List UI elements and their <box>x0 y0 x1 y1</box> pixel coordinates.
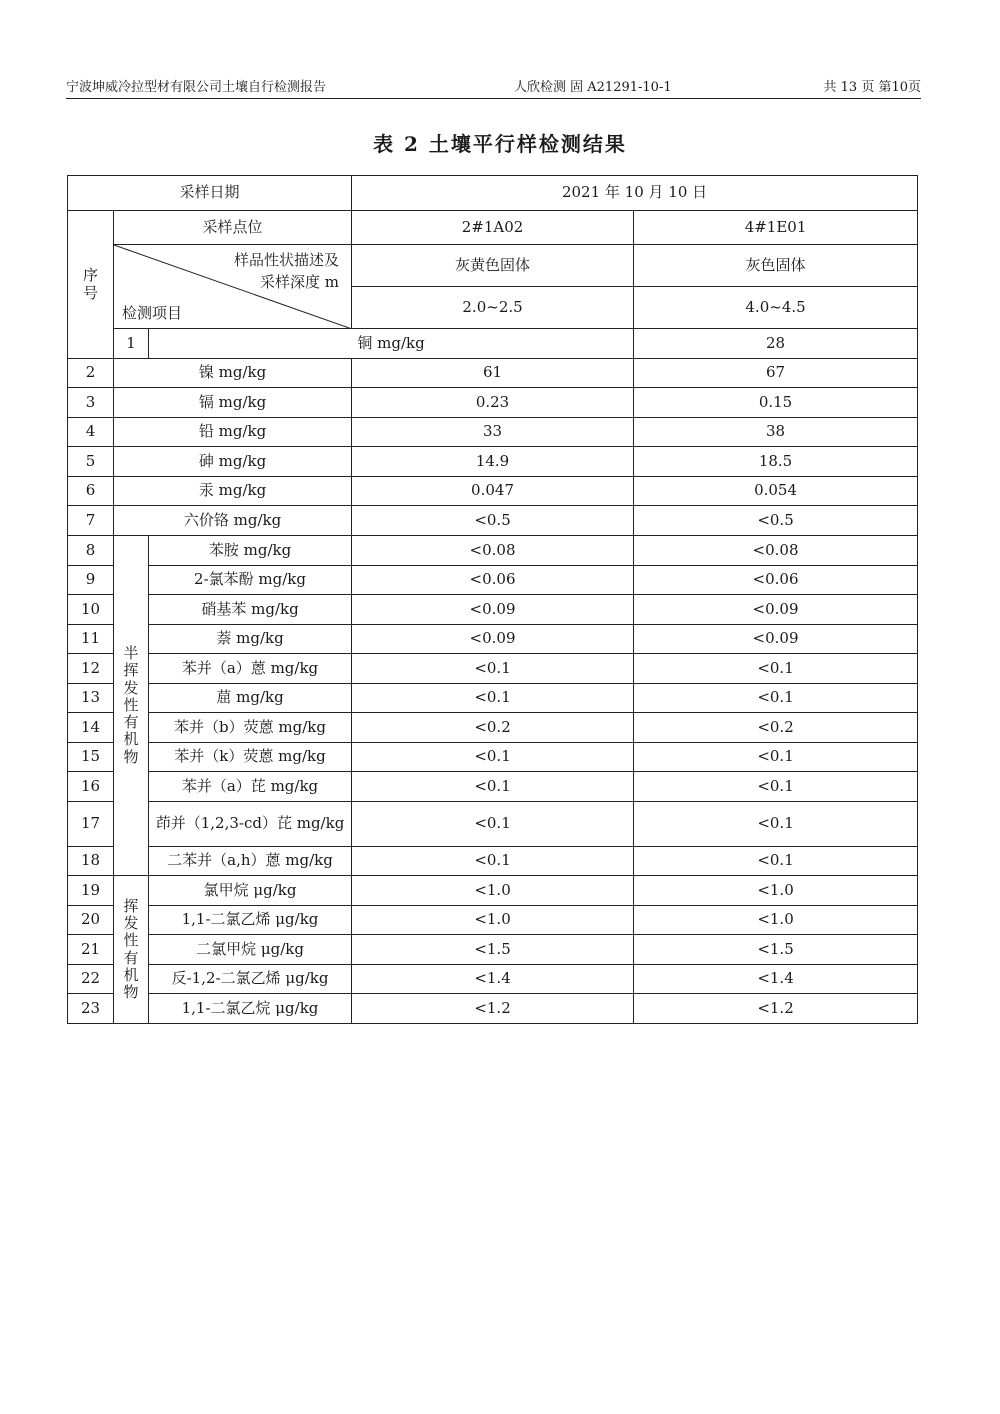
description-label <box>234 249 339 293</box>
value-point-1: <0.09 <box>352 595 634 625</box>
table-row <box>68 876 918 906</box>
point-2: 4#1E01 <box>634 211 918 245</box>
description-2: 灰色固体 <box>634 245 918 287</box>
group-label-char: 挥 <box>123 661 139 680</box>
group-semi-volatile-label <box>114 536 149 876</box>
page-header <box>66 78 921 99</box>
value-point-1: <0.06 <box>352 566 634 595</box>
table-title: 表 2 土壤平行样检测结果 <box>373 132 627 156</box>
table-row <box>68 329 918 359</box>
row-number: 15 <box>68 743 114 772</box>
table-row <box>68 418 918 447</box>
row-number: 22 <box>68 965 114 994</box>
value-point-1: <1.4 <box>352 965 634 994</box>
value-point-2: <0.1 <box>634 847 918 876</box>
row-number: 16 <box>68 772 114 802</box>
row-number: 12 <box>68 654 114 684</box>
sampling-date-value: 2021 年 10 月 10 日 <box>352 176 918 211</box>
row-number: 21 <box>68 935 114 965</box>
table-row <box>68 654 918 684</box>
row-number: 13 <box>68 684 114 713</box>
table-row <box>68 536 918 566</box>
group-label-char: 机 <box>123 730 139 749</box>
value-point-2: <1.0 <box>634 876 918 906</box>
value-point-1: <1.0 <box>352 876 634 906</box>
value-point-1: <0.1 <box>352 743 634 772</box>
test-item: 䓛 mg/kg <box>149 684 352 713</box>
value-point-2: 0.15 <box>634 388 918 418</box>
results-table <box>67 175 918 1024</box>
value-point-1: <0.1 <box>352 654 634 684</box>
value-point-1: <0.1 <box>352 772 634 802</box>
seq-header <box>68 211 114 359</box>
test-item: 砷 mg/kg <box>114 447 352 477</box>
value-point-2: 67 <box>634 359 918 388</box>
test-item: 苯并（b）荧蒽 mg/kg <box>149 713 352 743</box>
value-point-2: 18.5 <box>634 447 918 477</box>
table-row <box>68 743 918 772</box>
value-point-1: <1.2 <box>352 994 634 1024</box>
value-point-1: <1.0 <box>352 906 634 935</box>
table-row <box>68 447 918 477</box>
table-row <box>68 566 918 595</box>
seq-header-char: 序 <box>82 266 98 285</box>
row-number: 4 <box>68 418 114 447</box>
value-point-2: <1.4 <box>634 965 918 994</box>
table-row <box>68 772 918 802</box>
value-point-1: 61 <box>352 359 634 388</box>
table-row <box>68 965 918 994</box>
test-item: 萘 mg/kg <box>149 625 352 654</box>
value-point-1: <0.1 <box>352 802 634 847</box>
value-point-2: <0.1 <box>634 654 918 684</box>
test-item: 2-氯苯酚 mg/kg <box>149 566 352 595</box>
table-row <box>68 506 918 536</box>
sampling-date-label: 采样日期 <box>68 176 352 211</box>
value-point-1: 14.9 <box>352 447 634 477</box>
row-number: 19 <box>68 876 114 906</box>
test-item: 苯胺 mg/kg <box>149 536 352 566</box>
row-number: 6 <box>68 477 114 506</box>
test-item: 1,1-二氯乙烷 μg/kg <box>149 994 352 1024</box>
row-number: 1 <box>114 329 149 359</box>
point-1: 2#1A02 <box>352 211 634 245</box>
test-item: 镍 mg/kg <box>114 359 352 388</box>
row-number: 10 <box>68 595 114 625</box>
row-number: 17 <box>68 802 114 847</box>
test-item: 汞 mg/kg <box>114 477 352 506</box>
seq-header-char: 号 <box>82 283 98 302</box>
group-label-char: 性 <box>123 695 139 714</box>
value-point-1: <0.1 <box>352 847 634 876</box>
table-row <box>68 684 918 713</box>
test-item: 反-1,2-二氯乙烯 μg/kg <box>149 965 352 994</box>
test-item: 六价铬 mg/kg <box>114 506 352 536</box>
row-number: 7 <box>68 506 114 536</box>
row-number: 9 <box>68 566 114 595</box>
description-label-line2: 采样深度 m <box>260 273 340 291</box>
test-item: 1,1-二氯乙烯 μg/kg <box>149 906 352 935</box>
table-row <box>68 802 918 847</box>
value-point-2: <0.08 <box>634 536 918 566</box>
test-item: 氯甲烷 μg/kg <box>149 876 352 906</box>
value-point-1: <0.5 <box>352 506 634 536</box>
value-point-2: <0.1 <box>634 772 918 802</box>
test-item: 茚并（1,2,3-cd）芘 mg/kg <box>149 802 352 847</box>
test-item: 苯并（a）芘 mg/kg <box>149 772 352 802</box>
value-point-1: <0.08 <box>352 536 634 566</box>
test-item: 二氯甲烷 μg/kg <box>149 935 352 965</box>
table-row <box>68 388 918 418</box>
description-label-line1: 样品性状描述及 <box>234 251 340 269</box>
value-point-2: <0.09 <box>634 625 918 654</box>
value-point-2: <0.1 <box>634 684 918 713</box>
value-point-2: <0.06 <box>634 566 918 595</box>
value-point-2: <0.5 <box>634 506 918 536</box>
group-label-char: 有 <box>123 713 139 732</box>
test-item: 镉 mg/kg <box>114 388 352 418</box>
table-row <box>68 713 918 743</box>
value-point-1: <1.5 <box>352 935 634 965</box>
description-row <box>68 245 918 287</box>
row-number: 8 <box>68 536 114 566</box>
table-row <box>68 906 918 935</box>
row-number: 3 <box>68 388 114 418</box>
table-row <box>68 595 918 625</box>
value-point-2: <1.5 <box>634 935 918 965</box>
value-point-2: <1.2 <box>634 994 918 1024</box>
value-point-1: <0.1 <box>352 684 634 713</box>
value-point-2: <0.09 <box>634 595 918 625</box>
test-item-label: 检测项目 <box>122 303 183 322</box>
value-point-2: 38 <box>634 418 918 447</box>
sampling-point-label: 采样点位 <box>114 211 352 245</box>
test-item: 二苯并（a,h）蒽 mg/kg <box>149 847 352 876</box>
table-row <box>68 625 918 654</box>
test-item: 铜 mg/kg <box>149 329 634 359</box>
row-number: 18 <box>68 847 114 876</box>
value-point-2: <0.1 <box>634 743 918 772</box>
row-number: 23 <box>68 994 114 1024</box>
group-label-char: 物 <box>123 983 139 1001</box>
row-number: 20 <box>68 906 114 935</box>
value-point-1: 0.23 <box>352 388 634 418</box>
test-item: 硝基苯 mg/kg <box>149 595 352 625</box>
group-label-char: 机 <box>123 965 139 984</box>
row-number: 14 <box>68 713 114 743</box>
group-label-char: 半 <box>123 644 139 663</box>
row-number: 5 <box>68 447 114 477</box>
value-point-1: 28 <box>634 329 918 359</box>
value-point-1: 33 <box>352 418 634 447</box>
depth-1: 2.0~2.5 <box>352 287 634 329</box>
group-label-char: 发 <box>123 914 139 932</box>
group-label-char: 挥 <box>123 896 139 915</box>
description-1: 灰黄色固体 <box>352 245 634 287</box>
group-label-char: 有 <box>123 948 139 967</box>
table-row <box>68 935 918 965</box>
depth-2: 4.0~4.5 <box>634 287 918 329</box>
table-row <box>68 847 918 876</box>
header-company-report: 宁波坤威冷拉型材有限公司土壤自行检测报告 <box>66 80 327 95</box>
sampling-date-row <box>68 176 918 211</box>
table-row <box>68 994 918 1024</box>
value-point-1: <0.2 <box>352 713 634 743</box>
value-point-1: <0.09 <box>352 625 634 654</box>
group-label-char: 物 <box>123 747 139 766</box>
group-label-char: 发 <box>123 678 139 697</box>
value-point-2: <0.2 <box>634 713 918 743</box>
diagonal-header-cell <box>114 245 352 329</box>
group-label-char: 性 <box>123 931 139 950</box>
header-report-number: 人欣检测 固 A21291-10-1 <box>514 80 672 95</box>
row-number: 11 <box>68 625 114 654</box>
value-point-1: 0.047 <box>352 477 634 506</box>
row-number: 2 <box>68 359 114 388</box>
header-page-info: 共 13 页 第10页 <box>823 80 921 95</box>
test-item: 苯并（k）荧蒽 mg/kg <box>149 743 352 772</box>
sampling-point-row <box>68 211 918 245</box>
value-point-2: 0.054 <box>634 477 918 506</box>
table-row <box>68 477 918 506</box>
table-row <box>68 359 918 388</box>
value-point-2: <0.1 <box>634 802 918 847</box>
test-item: 苯并（a）蒽 mg/kg <box>149 654 352 684</box>
test-item: 铅 mg/kg <box>114 418 352 447</box>
value-point-2: <1.0 <box>634 906 918 935</box>
group-volatile-label <box>114 876 149 1024</box>
